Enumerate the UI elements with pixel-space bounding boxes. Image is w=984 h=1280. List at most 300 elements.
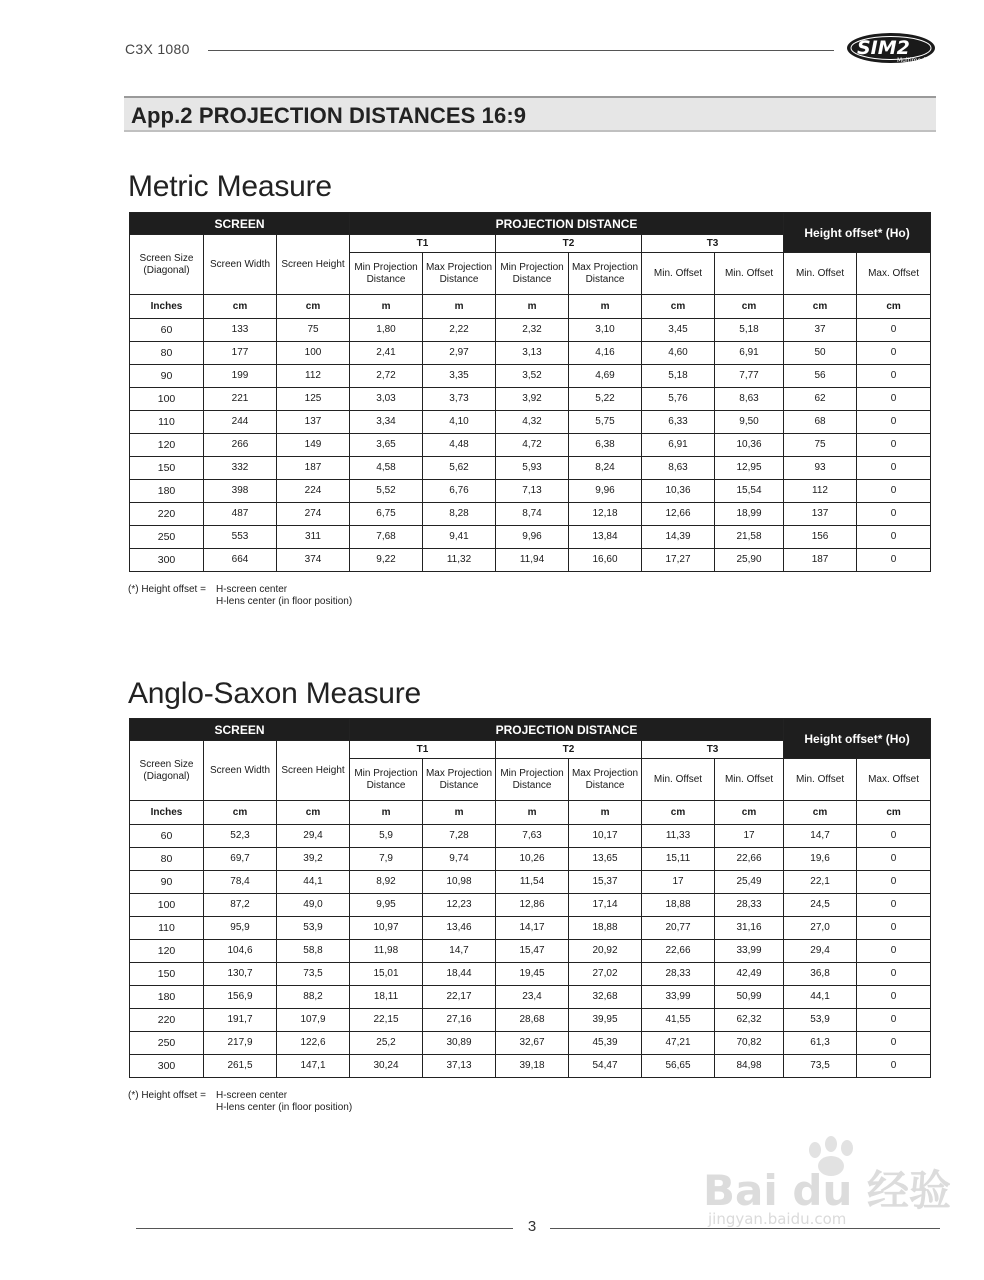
screen-header: SCREEN <box>130 719 350 741</box>
table-row <box>130 940 931 963</box>
table-cell: 32,68 <box>569 986 642 1009</box>
footnote-line1: H-screen center <box>216 1090 288 1101</box>
col-screen-height: Screen Height <box>277 741 350 801</box>
col-t2-max: Max Projection Distance <box>569 759 642 801</box>
table-cell: 7,9 <box>350 848 423 871</box>
col-t3-min-offset: Min. Offset <box>642 759 715 801</box>
table-cell: 6,33 <box>642 411 715 434</box>
table-cell: 0 <box>857 917 931 940</box>
table-cell: 311 <box>277 526 350 549</box>
table-row <box>130 319 931 342</box>
table-row <box>130 411 931 434</box>
table-cell: 75 <box>277 319 350 342</box>
table-cell: 7,28 <box>423 825 496 848</box>
table-cell: 19,6 <box>784 848 857 871</box>
table-cell: 22,66 <box>715 848 784 871</box>
table-cell: 68 <box>784 411 857 434</box>
projection-distance-header: PROJECTION DISTANCE <box>350 213 784 235</box>
col-screen-width: Screen Width <box>204 235 277 295</box>
table-cell: 11,33 <box>642 825 715 848</box>
table-cell: 250 <box>130 1032 204 1055</box>
table-cell: 3,92 <box>496 388 569 411</box>
table-cell: 5,75 <box>569 411 642 434</box>
table-cell: 274 <box>277 503 350 526</box>
table-cell: 187 <box>784 549 857 572</box>
table-cell: 0 <box>857 365 931 388</box>
table-cell: 0 <box>857 503 931 526</box>
col-ho-max-offset: Max. Offset <box>857 759 931 801</box>
table-cell: 27,0 <box>784 917 857 940</box>
table-cell: 10,36 <box>642 480 715 503</box>
table-cell: 80 <box>130 848 204 871</box>
unit-cell: m <box>350 295 423 319</box>
table-cell: 11,94 <box>496 549 569 572</box>
table-cell: 7,13 <box>496 480 569 503</box>
table-cell: 15,54 <box>715 480 784 503</box>
table-cell: 10,26 <box>496 848 569 871</box>
table-cell: 30,24 <box>350 1055 423 1078</box>
table-cell: 33,99 <box>642 986 715 1009</box>
table-cell: 53,9 <box>277 917 350 940</box>
footer-rule-left <box>136 1228 513 1229</box>
table-row <box>130 388 931 411</box>
unit-cell: cm <box>642 801 715 825</box>
table-cell: 3,13 <box>496 342 569 365</box>
table-row <box>130 480 931 503</box>
unit-cell: cm <box>277 295 350 319</box>
table-cell: 3,73 <box>423 388 496 411</box>
table-cell: 130,7 <box>204 963 277 986</box>
table-cell: 120 <box>130 434 204 457</box>
col-t1-min: Min Projection Distance <box>350 759 423 801</box>
table-cell: 10,97 <box>350 917 423 940</box>
col-t2-max: Max Projection Distance <box>569 253 642 295</box>
col-t2-min: Min Projection Distance <box>496 253 569 295</box>
table-cell: 14,17 <box>496 917 569 940</box>
table-cell: 33,99 <box>715 940 784 963</box>
table-cell: 49,0 <box>277 894 350 917</box>
table-cell: 14,7 <box>784 825 857 848</box>
table-cell: 332 <box>204 457 277 480</box>
watermark-text: Bai du 经验 <box>703 1166 951 1215</box>
table-cell: 28,68 <box>496 1009 569 1032</box>
table-cell: 15,11 <box>642 848 715 871</box>
table-cell: 50,99 <box>715 986 784 1009</box>
table-cell: 100 <box>130 388 204 411</box>
table-row <box>130 526 931 549</box>
table-cell: 7,63 <box>496 825 569 848</box>
table-cell: 84,98 <box>715 1055 784 1078</box>
table-cell: 5,93 <box>496 457 569 480</box>
table-cell: 3,03 <box>350 388 423 411</box>
table-cell: 5,18 <box>642 365 715 388</box>
table-row <box>130 986 931 1009</box>
table-cell: 0 <box>857 940 931 963</box>
metric-footnote <box>128 584 287 596</box>
table-cell: 69,7 <box>204 848 277 871</box>
col-t1-min: Min Projection Distance <box>350 253 423 295</box>
logo-text: SIM2 <box>857 37 910 59</box>
table-cell: 2,32 <box>496 319 569 342</box>
table-cell: 0 <box>857 825 931 848</box>
t1-header: T1 <box>350 235 496 253</box>
col-t3-min-offset-2: Min. Offset <box>715 253 784 295</box>
table-cell: 62,32 <box>715 1009 784 1032</box>
table-cell: 6,75 <box>350 503 423 526</box>
table-cell: 18,88 <box>642 894 715 917</box>
table-cell: 0 <box>857 526 931 549</box>
col-screen-width: Screen Width <box>204 741 277 801</box>
table-cell: 4,58 <box>350 457 423 480</box>
metric-footnote-line2: H-lens center (in floor position) <box>216 596 353 607</box>
table-cell: 107,9 <box>277 1009 350 1032</box>
table-cell: 8,63 <box>642 457 715 480</box>
table-cell: 4,60 <box>642 342 715 365</box>
table-cell: 17 <box>642 871 715 894</box>
unit-cell: m <box>496 801 569 825</box>
table-cell: 0 <box>857 963 931 986</box>
table-cell: 6,76 <box>423 480 496 503</box>
table-cell: 37,13 <box>423 1055 496 1078</box>
table-cell: 19,45 <box>496 963 569 986</box>
table-cell: 25,90 <box>715 549 784 572</box>
col-ho-max-offset: Max. Offset <box>857 253 931 295</box>
page-number: 3 <box>527 1218 537 1235</box>
t3-header: T3 <box>642 741 784 759</box>
table-cell: 11,54 <box>496 871 569 894</box>
unit-cell: cm <box>857 801 931 825</box>
table-cell: 27,02 <box>569 963 642 986</box>
table-row <box>130 848 931 871</box>
table-cell: 9,95 <box>350 894 423 917</box>
table-cell: 6,91 <box>642 434 715 457</box>
table-cell: 244 <box>204 411 277 434</box>
table-row <box>130 549 931 572</box>
table-cell: 224 <box>277 480 350 503</box>
metric-table <box>129 212 931 572</box>
unit-cell: cm <box>857 295 931 319</box>
unit-cell: m <box>350 801 423 825</box>
table-row <box>130 871 931 894</box>
table-cell: 9,96 <box>569 480 642 503</box>
table-cell: 22,17 <box>423 986 496 1009</box>
table-cell: 4,10 <box>423 411 496 434</box>
table-cell: 95,9 <box>204 917 277 940</box>
table-cell: 50 <box>784 342 857 365</box>
table-row <box>130 1032 931 1055</box>
table-cell: 266 <box>204 434 277 457</box>
table-cell: 8,24 <box>569 457 642 480</box>
table-cell: 22,15 <box>350 1009 423 1032</box>
logo-sub: Multimedia <box>897 57 931 64</box>
unit-cell: cm <box>204 295 277 319</box>
table-cell: 18,44 <box>423 963 496 986</box>
table-cell: 553 <box>204 526 277 549</box>
t2-header: T2 <box>496 235 642 253</box>
table-cell: 0 <box>857 411 931 434</box>
table-cell: 73,5 <box>277 963 350 986</box>
table-cell: 14,39 <box>642 526 715 549</box>
table-cell: 112 <box>784 480 857 503</box>
col-t1-max: Max Projection Distance <box>423 253 496 295</box>
table-cell: 20,92 <box>569 940 642 963</box>
col-screen-height: Screen Height <box>277 235 350 295</box>
table-cell: 62 <box>784 388 857 411</box>
col-screen-size: Screen Size (Diagonal) <box>130 235 204 295</box>
table-cell: 12,18 <box>569 503 642 526</box>
table-cell: 0 <box>857 848 931 871</box>
table-cell: 110 <box>130 917 204 940</box>
table-cell: 125 <box>277 388 350 411</box>
table-cell: 16,60 <box>569 549 642 572</box>
anglo-footnote-line2: H-lens center (in floor position) <box>216 1102 353 1113</box>
table-cell: 18,88 <box>569 917 642 940</box>
table-cell: 137 <box>784 503 857 526</box>
table-cell: 17 <box>715 825 784 848</box>
table-cell: 9,22 <box>350 549 423 572</box>
table-cell: 3,35 <box>423 365 496 388</box>
table-cell: 300 <box>130 549 204 572</box>
table-cell: 39,18 <box>496 1055 569 1078</box>
unit-cell: cm <box>277 801 350 825</box>
table-cell: 180 <box>130 986 204 1009</box>
table-cell: 2,97 <box>423 342 496 365</box>
table-cell: 17,27 <box>642 549 715 572</box>
table-cell: 32,67 <box>496 1032 569 1055</box>
table-cell: 78,4 <box>204 871 277 894</box>
table-cell: 0 <box>857 480 931 503</box>
table-cell: 664 <box>204 549 277 572</box>
table-cell: 300 <box>130 1055 204 1078</box>
table-cell: 37 <box>784 319 857 342</box>
table-cell: 14,7 <box>423 940 496 963</box>
table-cell: 90 <box>130 871 204 894</box>
screen-header: SCREEN <box>130 213 350 235</box>
col-screen-size: Screen Size (Diagonal) <box>130 741 204 801</box>
table-cell: 4,48 <box>423 434 496 457</box>
table-cell: 15,37 <box>569 871 642 894</box>
table-cell: 0 <box>857 1055 931 1078</box>
table-cell: 2,72 <box>350 365 423 388</box>
unit-cell: Inches <box>130 801 204 825</box>
table-cell: 52,3 <box>204 825 277 848</box>
table-cell: 0 <box>857 457 931 480</box>
table-cell: 3,65 <box>350 434 423 457</box>
table-cell: 5,22 <box>569 388 642 411</box>
table-cell: 112 <box>277 365 350 388</box>
table-cell: 180 <box>130 480 204 503</box>
footer-rule-right <box>550 1228 940 1229</box>
col-t1-max: Max Projection Distance <box>423 759 496 801</box>
t2-header: T2 <box>496 741 642 759</box>
unit-cell: m <box>496 295 569 319</box>
table-cell: 104,6 <box>204 940 277 963</box>
table-cell: 4,72 <box>496 434 569 457</box>
table-cell: 0 <box>857 1032 931 1055</box>
table-cell: 21,58 <box>715 526 784 549</box>
table-cell: 5,76 <box>642 388 715 411</box>
table-cell: 18,11 <box>350 986 423 1009</box>
table-cell: 3,34 <box>350 411 423 434</box>
table-cell: 217,9 <box>204 1032 277 1055</box>
table-cell: 221 <box>204 388 277 411</box>
table-cell: 199 <box>204 365 277 388</box>
table-cell: 10,98 <box>423 871 496 894</box>
table-cell: 30,89 <box>423 1032 496 1055</box>
table-cell: 31,16 <box>715 917 784 940</box>
table-cell: 133 <box>204 319 277 342</box>
document-model: C3X 1080 <box>125 41 190 57</box>
table-cell: 45,39 <box>569 1032 642 1055</box>
table-cell: 0 <box>857 549 931 572</box>
table-cell: 150 <box>130 963 204 986</box>
table-cell: 0 <box>857 388 931 411</box>
table-cell: 6,91 <box>715 342 784 365</box>
table-cell: 25,2 <box>350 1032 423 1055</box>
table-cell: 39,2 <box>277 848 350 871</box>
table-cell: 250 <box>130 526 204 549</box>
table-cell: 6,38 <box>569 434 642 457</box>
header-rule <box>208 50 834 51</box>
table-cell: 149 <box>277 434 350 457</box>
table-row <box>130 342 931 365</box>
table-cell: 44,1 <box>784 986 857 1009</box>
table-cell: 187 <box>277 457 350 480</box>
table-cell: 56,65 <box>642 1055 715 1078</box>
table-cell: 93 <box>784 457 857 480</box>
table-cell: 11,98 <box>350 940 423 963</box>
table-cell: 156 <box>784 526 857 549</box>
table-cell: 44,1 <box>277 871 350 894</box>
table-row <box>130 503 931 526</box>
sim2-logo <box>845 28 941 66</box>
table-cell: 23,4 <box>496 986 569 1009</box>
table-cell: 13,46 <box>423 917 496 940</box>
table-cell: 12,86 <box>496 894 569 917</box>
table-cell: 220 <box>130 503 204 526</box>
table-cell: 7,77 <box>715 365 784 388</box>
table-cell: 60 <box>130 825 204 848</box>
table-cell: 220 <box>130 1009 204 1032</box>
t3-header: T3 <box>642 235 784 253</box>
table-cell: 10,17 <box>569 825 642 848</box>
table-cell: 20,77 <box>642 917 715 940</box>
table-row <box>130 1009 931 1032</box>
col-ho-min-offset: Min. Offset <box>784 759 857 801</box>
table-cell: 60 <box>130 319 204 342</box>
table-row <box>130 434 931 457</box>
table-cell: 73,5 <box>784 1055 857 1078</box>
table-cell: 9,74 <box>423 848 496 871</box>
table-cell: 54,47 <box>569 1055 642 1078</box>
table-cell: 9,96 <box>496 526 569 549</box>
table-cell: 0 <box>857 434 931 457</box>
table-row <box>130 365 931 388</box>
table-cell: 15,47 <box>496 940 569 963</box>
table-cell: 8,63 <box>715 388 784 411</box>
unit-cell: m <box>423 295 496 319</box>
table-cell: 10,36 <box>715 434 784 457</box>
table-cell: 18,99 <box>715 503 784 526</box>
table-cell: 28,33 <box>715 894 784 917</box>
table-row <box>130 917 931 940</box>
table-cell: 120 <box>130 940 204 963</box>
anglo-table <box>129 718 931 1078</box>
unit-cell: m <box>569 295 642 319</box>
table-cell: 0 <box>857 871 931 894</box>
table-cell: 29,4 <box>277 825 350 848</box>
table-cell: 5,9 <box>350 825 423 848</box>
table-cell: 100 <box>277 342 350 365</box>
table-cell: 88,2 <box>277 986 350 1009</box>
table-cell: 4,16 <box>569 342 642 365</box>
section-band <box>124 96 936 132</box>
footnote-prefix: (*) Height offset = <box>128 1090 206 1101</box>
table-cell: 0 <box>857 342 931 365</box>
table-cell: 12,66 <box>642 503 715 526</box>
unit-cell: Inches <box>130 295 204 319</box>
table-cell: 22,66 <box>642 940 715 963</box>
unit-cell: m <box>569 801 642 825</box>
table-cell: 8,92 <box>350 871 423 894</box>
table-cell: 24,5 <box>784 894 857 917</box>
anglo-title: Anglo-Saxon Measure <box>128 677 422 710</box>
table-cell: 5,62 <box>423 457 496 480</box>
table-cell: 9,50 <box>715 411 784 434</box>
height-offset-header: Height offset* (Ho) <box>784 719 931 759</box>
table-cell: 25,49 <box>715 871 784 894</box>
anglo-footnote <box>128 1090 287 1102</box>
section-title: App.2 PROJECTION DISTANCES 16:9 <box>131 103 527 128</box>
table-row <box>130 894 931 917</box>
table-cell: 90 <box>130 365 204 388</box>
table-cell: 17,14 <box>569 894 642 917</box>
footnote-line1: H-screen center <box>216 584 288 595</box>
table-cell: 58,8 <box>277 940 350 963</box>
projection-distance-header: PROJECTION DISTANCE <box>350 719 784 741</box>
table-cell: 56 <box>784 365 857 388</box>
table-cell: 137 <box>277 411 350 434</box>
table-cell: 2,22 <box>423 319 496 342</box>
table-cell: 12,95 <box>715 457 784 480</box>
table-row <box>130 963 931 986</box>
table-cell: 75 <box>784 434 857 457</box>
table-cell: 156,9 <box>204 986 277 1009</box>
table-row <box>130 457 931 480</box>
table-cell: 1,80 <box>350 319 423 342</box>
table-cell: 13,65 <box>569 848 642 871</box>
table-cell: 100 <box>130 894 204 917</box>
table-cell: 3,52 <box>496 365 569 388</box>
table-cell: 374 <box>277 549 350 572</box>
table-cell: 13,84 <box>569 526 642 549</box>
table-cell: 11,32 <box>423 549 496 572</box>
table-cell: 4,69 <box>569 365 642 388</box>
table-cell: 22,1 <box>784 871 857 894</box>
table-cell: 9,41 <box>423 526 496 549</box>
table-row <box>130 1055 931 1078</box>
footnote-prefix: (*) Height offset = <box>128 584 206 595</box>
table-cell: 5,52 <box>350 480 423 503</box>
table-cell: 12,23 <box>423 894 496 917</box>
table-cell: 191,7 <box>204 1009 277 1032</box>
table-cell: 41,55 <box>642 1009 715 1032</box>
table-cell: 147,1 <box>277 1055 350 1078</box>
table-cell: 53,9 <box>784 1009 857 1032</box>
table-cell: 8,28 <box>423 503 496 526</box>
table-cell: 177 <box>204 342 277 365</box>
unit-cell: cm <box>204 801 277 825</box>
